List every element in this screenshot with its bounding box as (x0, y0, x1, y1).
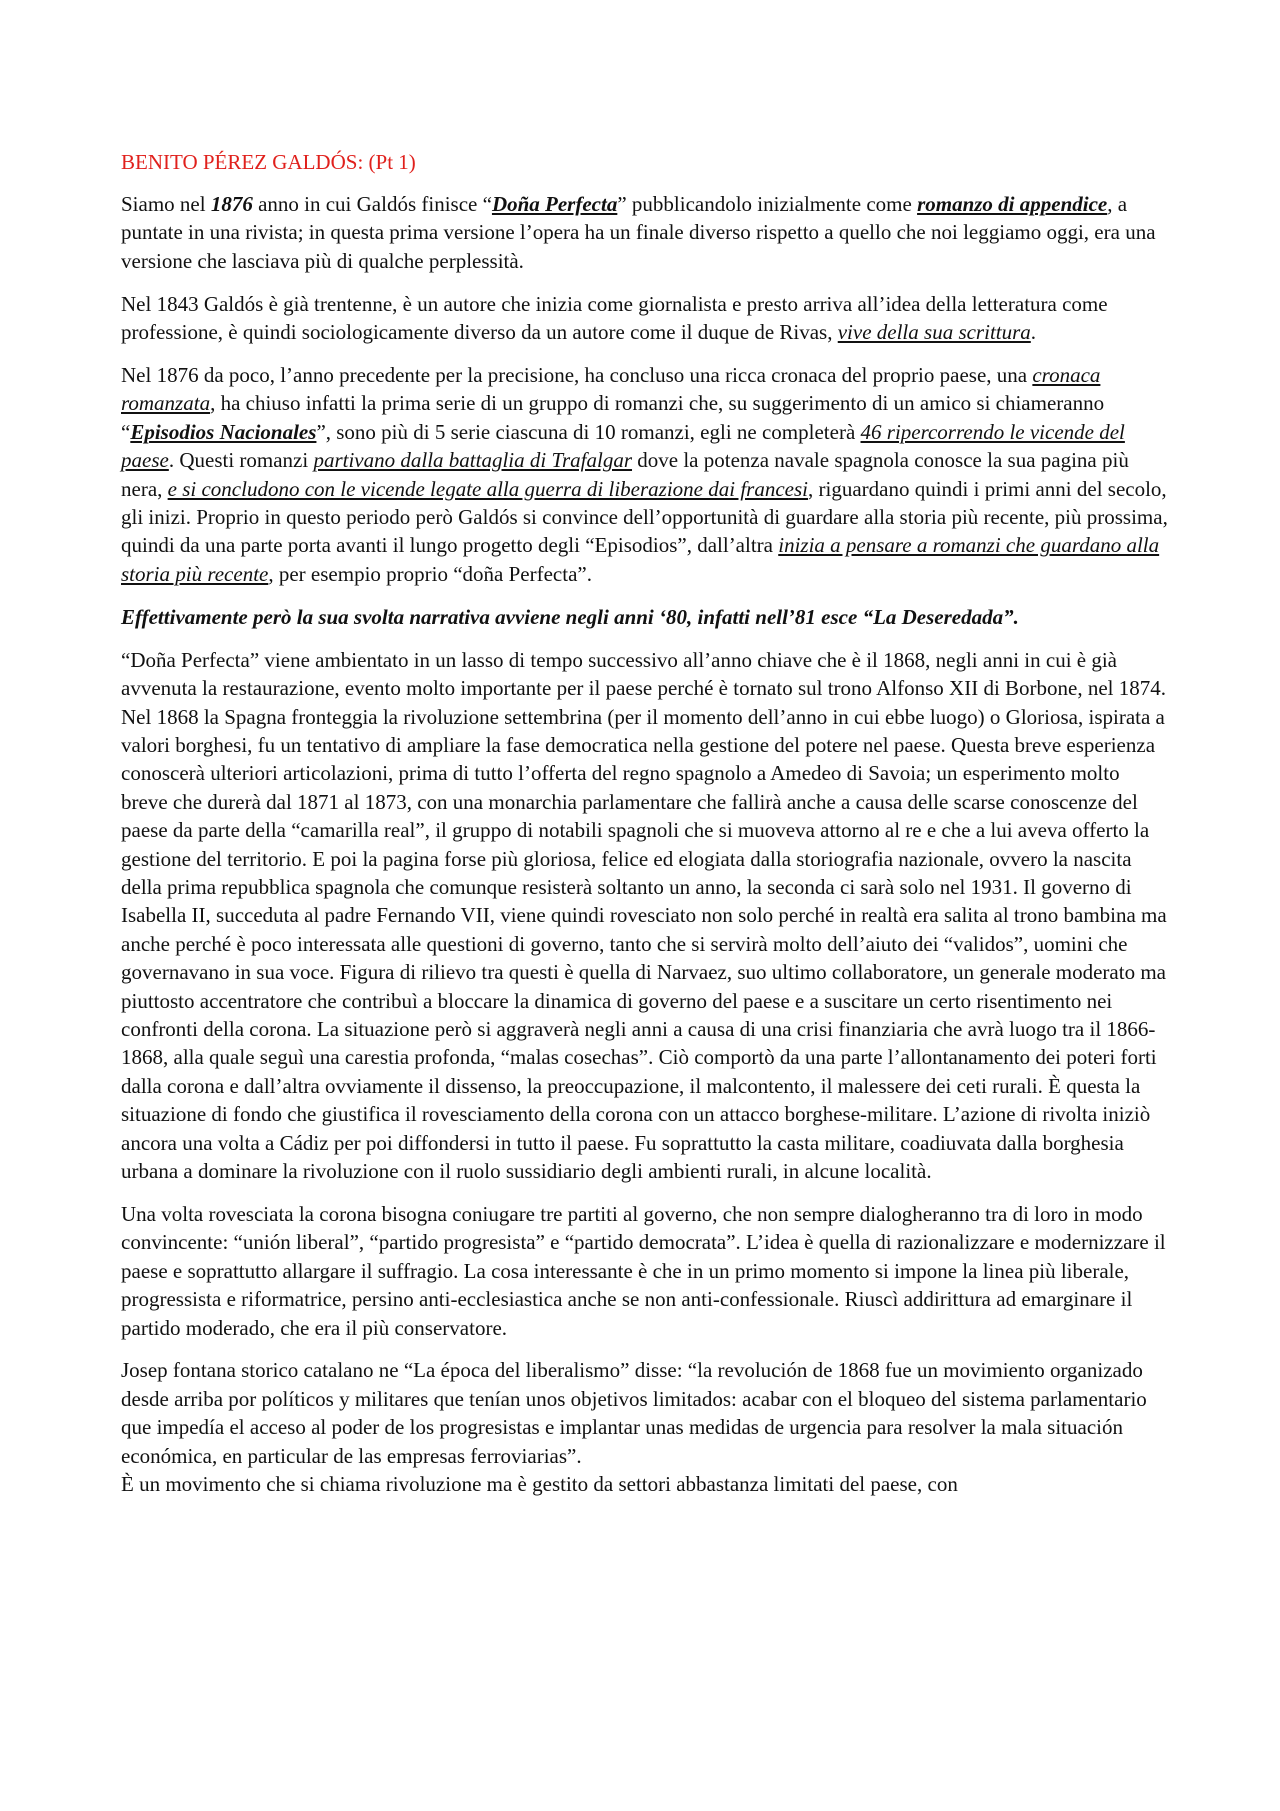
document-title: BENITO PÉREZ GALDÓS: (Pt 1) (121, 150, 416, 174)
series-title: Episodios Nacionales (130, 419, 317, 444)
year-highlight: 1876 (210, 192, 253, 216)
paragraph-5: “Doña Perfecta” viene ambientato in un lasso di tempo successivo all’anno chiave che è il 1868, negli anni in cui è già avvenuta la restaurazione, evento molto importante per il paese perché è tornato sul trono Alfonso XII di Borbone, nel 1874. Nel 1868 la Spagna fronteggia la rivoluzione settembrina (per il momento dell’anno in cui ebbe luogo) o Gloriosa, ispirata a valori borghesi, fu un tentativo di ampliare la fase democratica nella gestione del potere nel paese. Questa breve esperienza conoscerà ulteriori articolazioni, prima di tutto l’offerta del regno spagnolo a Amedeo di Savoia; un esperimento molto breve che durerà dal 1871 al 1873, con una monarchia parlamentare che fallirà anche a causa delle scarse conoscenze del paese da parte della “camarilla real”, il gruppo di notabili spagnoli che si muoveva attorno al re e che a lui aveva offerto la gestione del territorio. E poi la pagina forse più gloriosa, felice ed elogiata dalla storiografia nazionale, ovvero la nascita della prima repubblica spagnola che comunque resisterà soltanto un anno, la seconda ci sarà solo nel 1931. Il governo di Isabella II, succeduta al padre Fernando VII, viene quindi rovesciato non solo perché in realtà era salita al trono bambina ma anche perché è poco interessata alle questioni di governo, tanto che si servirà molto dell’aiuto dei “validos”, uomini che governavano in sua voce. Figura di rilievo tra questi è quella di Narvaez, suo ultimo collaboratore, un generale moderato ma piuttosto accentratore che contribuì a bloccare la dinamica di governo del paese e a suscitare un certo risentimento nei confronti della corona. La situazione però si aggraverà negli anni a causa di una crisi finanziaria che avrà luogo tra il 1866-1868, alla quale seguì una carestia profonda, “malas cosechas”. Ciò comportò da una parte l’allontanamento dei poteri forti dalla corona e dall’altra ovviamente il dissenso, la preoccupazione, il malcontento, il malessere dei ceti rurali. È questa la situazione di fondo che giustifica il rovesciamento della corona con un attacco borghese-militare. L’azione di rivolta iniziò ancora una volta a Cádiz per poi diffondersi in tutto il paese. Fu soprattutto la casta militare, coadiuvata dalla borghesia urbana a dominare la rivoluzione con il ruolo sussidiario degli ambienti rurali, in alcune località. (121, 647, 1167, 1183)
paragraph-2: Nel 1843 Galdós è già trentenne, è un autore che inizia come giornalista e presto arriva all’idea della letteratura come professione, è quindi sociologicamente diverso da un autore come il duque de Rivas, vive della sua scrittura. (121, 291, 1108, 345)
work-title: Doña Perfecta (491, 192, 618, 216)
underlined-phrase: inizia a pensare a romanzi che guardano alla storia più recente (121, 533, 1160, 586)
paragraph-7: Josep fontana storico catalano ne “La época del liberalismo” disse: “la revolución de 1868 fue un movimiento organizado desde arriba por políticos y militares que tenían unos objetivos limitados: acabar con el bloqueo del sistema parlamentario que impedía el acceso al poder de los progresistas e implantar unas medidas de urgencia para resolver la mala situación económica, en particular de las empresas ferroviarias”. (121, 1358, 1147, 1468)
paragraph-1: Siamo nel 1876 anno in cui Galdós finisce “Doña Perfecta” pubblicandolo inizialmente come romanzo di appendice, a puntate in una rivista; in questa prima versione l’opera ha un finale diverso rispetto a quello che noi leggiamo oggi, era una versione che lasciava più di qualche perplessità. (121, 192, 1156, 273)
document-body (121, 148, 1171, 1513)
underlined-phrase: partivano dalla battaglia di Trafalgar (313, 448, 633, 473)
paragraph-3: Nel 1876 da poco, l’anno precedente per la precisione, ha concluso una ricca cronaca del proprio paese, una cronaca romanzata, ha chiuso infatti la prima serie di un gruppo di romanzi che, su suggerimento di un amico si chiameranno “Episodios Nacionales”, sono più di 5 serie ciascuna di 10 romanzi, egli ne completerà 46 ripercorrendo le vicende del paese. Questi romanzi partivano dalla battaglia di Trafalgar dove la potenza navale spagnola conosce la sua pagina più nera, e si concludono con le vicende legate alla guerra di liberazione dai francesi, riguardano quindi i primi anni del secolo, gli inizi. Proprio in questo periodo però Galdós si convince dell’opportunità di guardare alla storia più recente, più prossima, quindi da una parte porta avanti il lungo progetto degli “Episodios”, dall’altra inizia a pensare a romanzi che guardano alla storia più recente, per esempio proprio “doña Perfecta”. (121, 363, 1168, 586)
underlined-phrase: e si concludono con le vicende legate alla guerra di liberazione dai francesi (167, 476, 808, 501)
underlined-phrase: 46 ripercorrendo le vicende del paese (121, 419, 1125, 473)
underlined-phrase: vive della sua scrittura (837, 320, 1031, 345)
genre-highlight: romanzo di appendice (917, 192, 1108, 216)
underlined-phrase: cronaca romanzata (121, 363, 1101, 416)
paragraph-6: Una volta rovesciata la corona bisogna coniugare tre partiti al governo, che non sempre dialogheranno tra di loro in modo convincente: “unión liberal”, “partido progresista” e “partido democrata”. L’idea è quella di razionalizzare e modernizzare il paese e soprattutto allargare il suffragio. La cosa interessante è che in un primo momento si impone la linea più liberale, progressista e riformatrice, persino anti-ecclesiastica anche se non anti-confessionale. Riuscì addirittura ad emarginare il partido moderado, che era il più conservatore. (121, 1201, 1166, 1340)
paragraph-8: È un movimento che si chiama rivoluzione ma è gestito da settori abbastanza limitati del paese, con (121, 1472, 958, 1497)
paragraph-4: Effettivamente però la sua svolta narrativa avviene negli anni ‘80, infatti nell’81 esce “La Deseredada”. (121, 604, 1019, 629)
